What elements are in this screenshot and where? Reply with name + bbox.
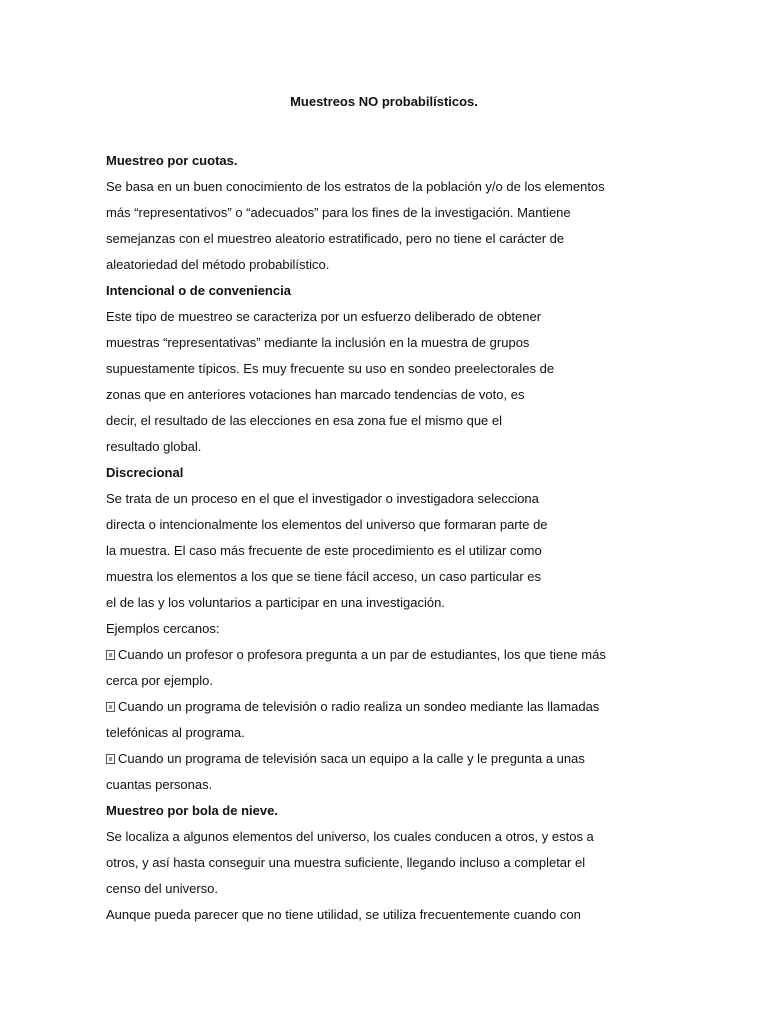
bullet-line [106, 746, 706, 772]
text-line [106, 564, 706, 590]
line-text: cerca por ejemplo. [106, 673, 213, 688]
text-line [106, 824, 706, 850]
bullet-icon [106, 650, 115, 660]
line-text: Muestreo por bola de nieve. [106, 803, 278, 818]
line-text: resultado global. [106, 439, 202, 454]
document-body [106, 148, 706, 928]
line-text: supuestamente típicos. Es muy frecuente su uso en sondeo preelectorales de [106, 361, 555, 376]
text-line [106, 720, 706, 746]
text-line [106, 382, 706, 408]
line-text: Se localiza a algunos elementos del universo, los cuales conducen a otros, y estos a [106, 829, 594, 844]
text-line [106, 304, 706, 330]
text-line [106, 902, 706, 928]
section-heading [106, 460, 706, 486]
text-line [106, 668, 706, 694]
line-text: cuantas personas. [106, 777, 213, 792]
line-text: otros, y así hasta conseguir una muestra suficiente, llegando incluso a completar el [106, 855, 586, 870]
line-text: Cuando un programa de televisión o radio realiza un sondeo mediante las llamadas [118, 699, 600, 714]
line-text: semejanzas con el muestreo aleatorio estratificado, pero no tiene el carácter de [106, 231, 565, 246]
text-line [106, 408, 706, 434]
section-heading [106, 148, 706, 174]
text-line [106, 226, 706, 252]
text-line [106, 252, 706, 278]
line-text: Muestreo por cuotas. [106, 153, 238, 168]
line-text: Aunque pueda parecer que no tiene utilidad, se utiliza frecuentemente cuando con [106, 907, 581, 922]
bullet-line [106, 642, 706, 668]
line-text: directa o intencionalmente los elementos del universo que formaran parte de [106, 517, 548, 532]
line-text: el de las y los voluntarios a participar en una investigación. [106, 595, 445, 610]
document-title: Muestreos NO probabilísticos. [290, 94, 478, 109]
line-text: Intencional o de conveniencia [106, 283, 291, 298]
text-line [106, 876, 706, 902]
line-text: Ejemplos cercanos: [106, 621, 220, 636]
bullet-icon [106, 702, 115, 712]
line-text: la muestra. El caso más frecuente de este procedimiento es el utilizar como [106, 543, 542, 558]
text-line [106, 616, 706, 642]
line-text: Se basa en un buen conocimiento de los estratos de la población y/o de los elementos [106, 179, 605, 194]
section-heading [106, 278, 706, 304]
line-text: zonas que en anteriores votaciones han marcado tendencias de voto, es [106, 387, 525, 402]
line-text: muestras “representativas” mediante la inclusión en la muestra de grupos [106, 335, 530, 350]
line-text: Este tipo de muestreo se caracteriza por un esfuerzo deliberado de obtener [106, 309, 542, 324]
line-text: más “representativos” o “adecuados” para los fines de la investigación. Mantiene [106, 205, 571, 220]
line-text: aleatoriedad del método probabilístico. [106, 257, 330, 272]
text-line [106, 538, 706, 564]
text-line [106, 590, 706, 616]
bullet-icon [106, 754, 115, 764]
bullet-line [106, 694, 706, 720]
line-text: Cuando un programa de televisión saca un equipo a la calle y le pregunta a unas [118, 751, 585, 766]
text-line [106, 200, 706, 226]
text-line [106, 330, 706, 356]
line-text: Discrecional [106, 465, 184, 480]
text-line [106, 486, 706, 512]
text-line [106, 434, 706, 460]
text-line [106, 356, 706, 382]
text-line [106, 850, 706, 876]
line-text: muestra los elementos a los que se tiene fácil acceso, un caso particular es [106, 569, 542, 584]
line-text: decir, el resultado de las elecciones en esa zona fue el mismo que el [106, 413, 503, 428]
text-line [106, 512, 706, 538]
text-line [106, 174, 706, 200]
line-text: Se trata de un proceso en el que el investigador o investigadora selecciona [106, 491, 539, 506]
line-text: telefónicas al programa. [106, 725, 245, 740]
text-line [106, 772, 706, 798]
line-text: Cuando un profesor o profesora pregunta a un par de estudiantes, los que tiene más [118, 647, 606, 662]
section-heading [106, 798, 706, 824]
line-text: censo del universo. [106, 881, 219, 896]
